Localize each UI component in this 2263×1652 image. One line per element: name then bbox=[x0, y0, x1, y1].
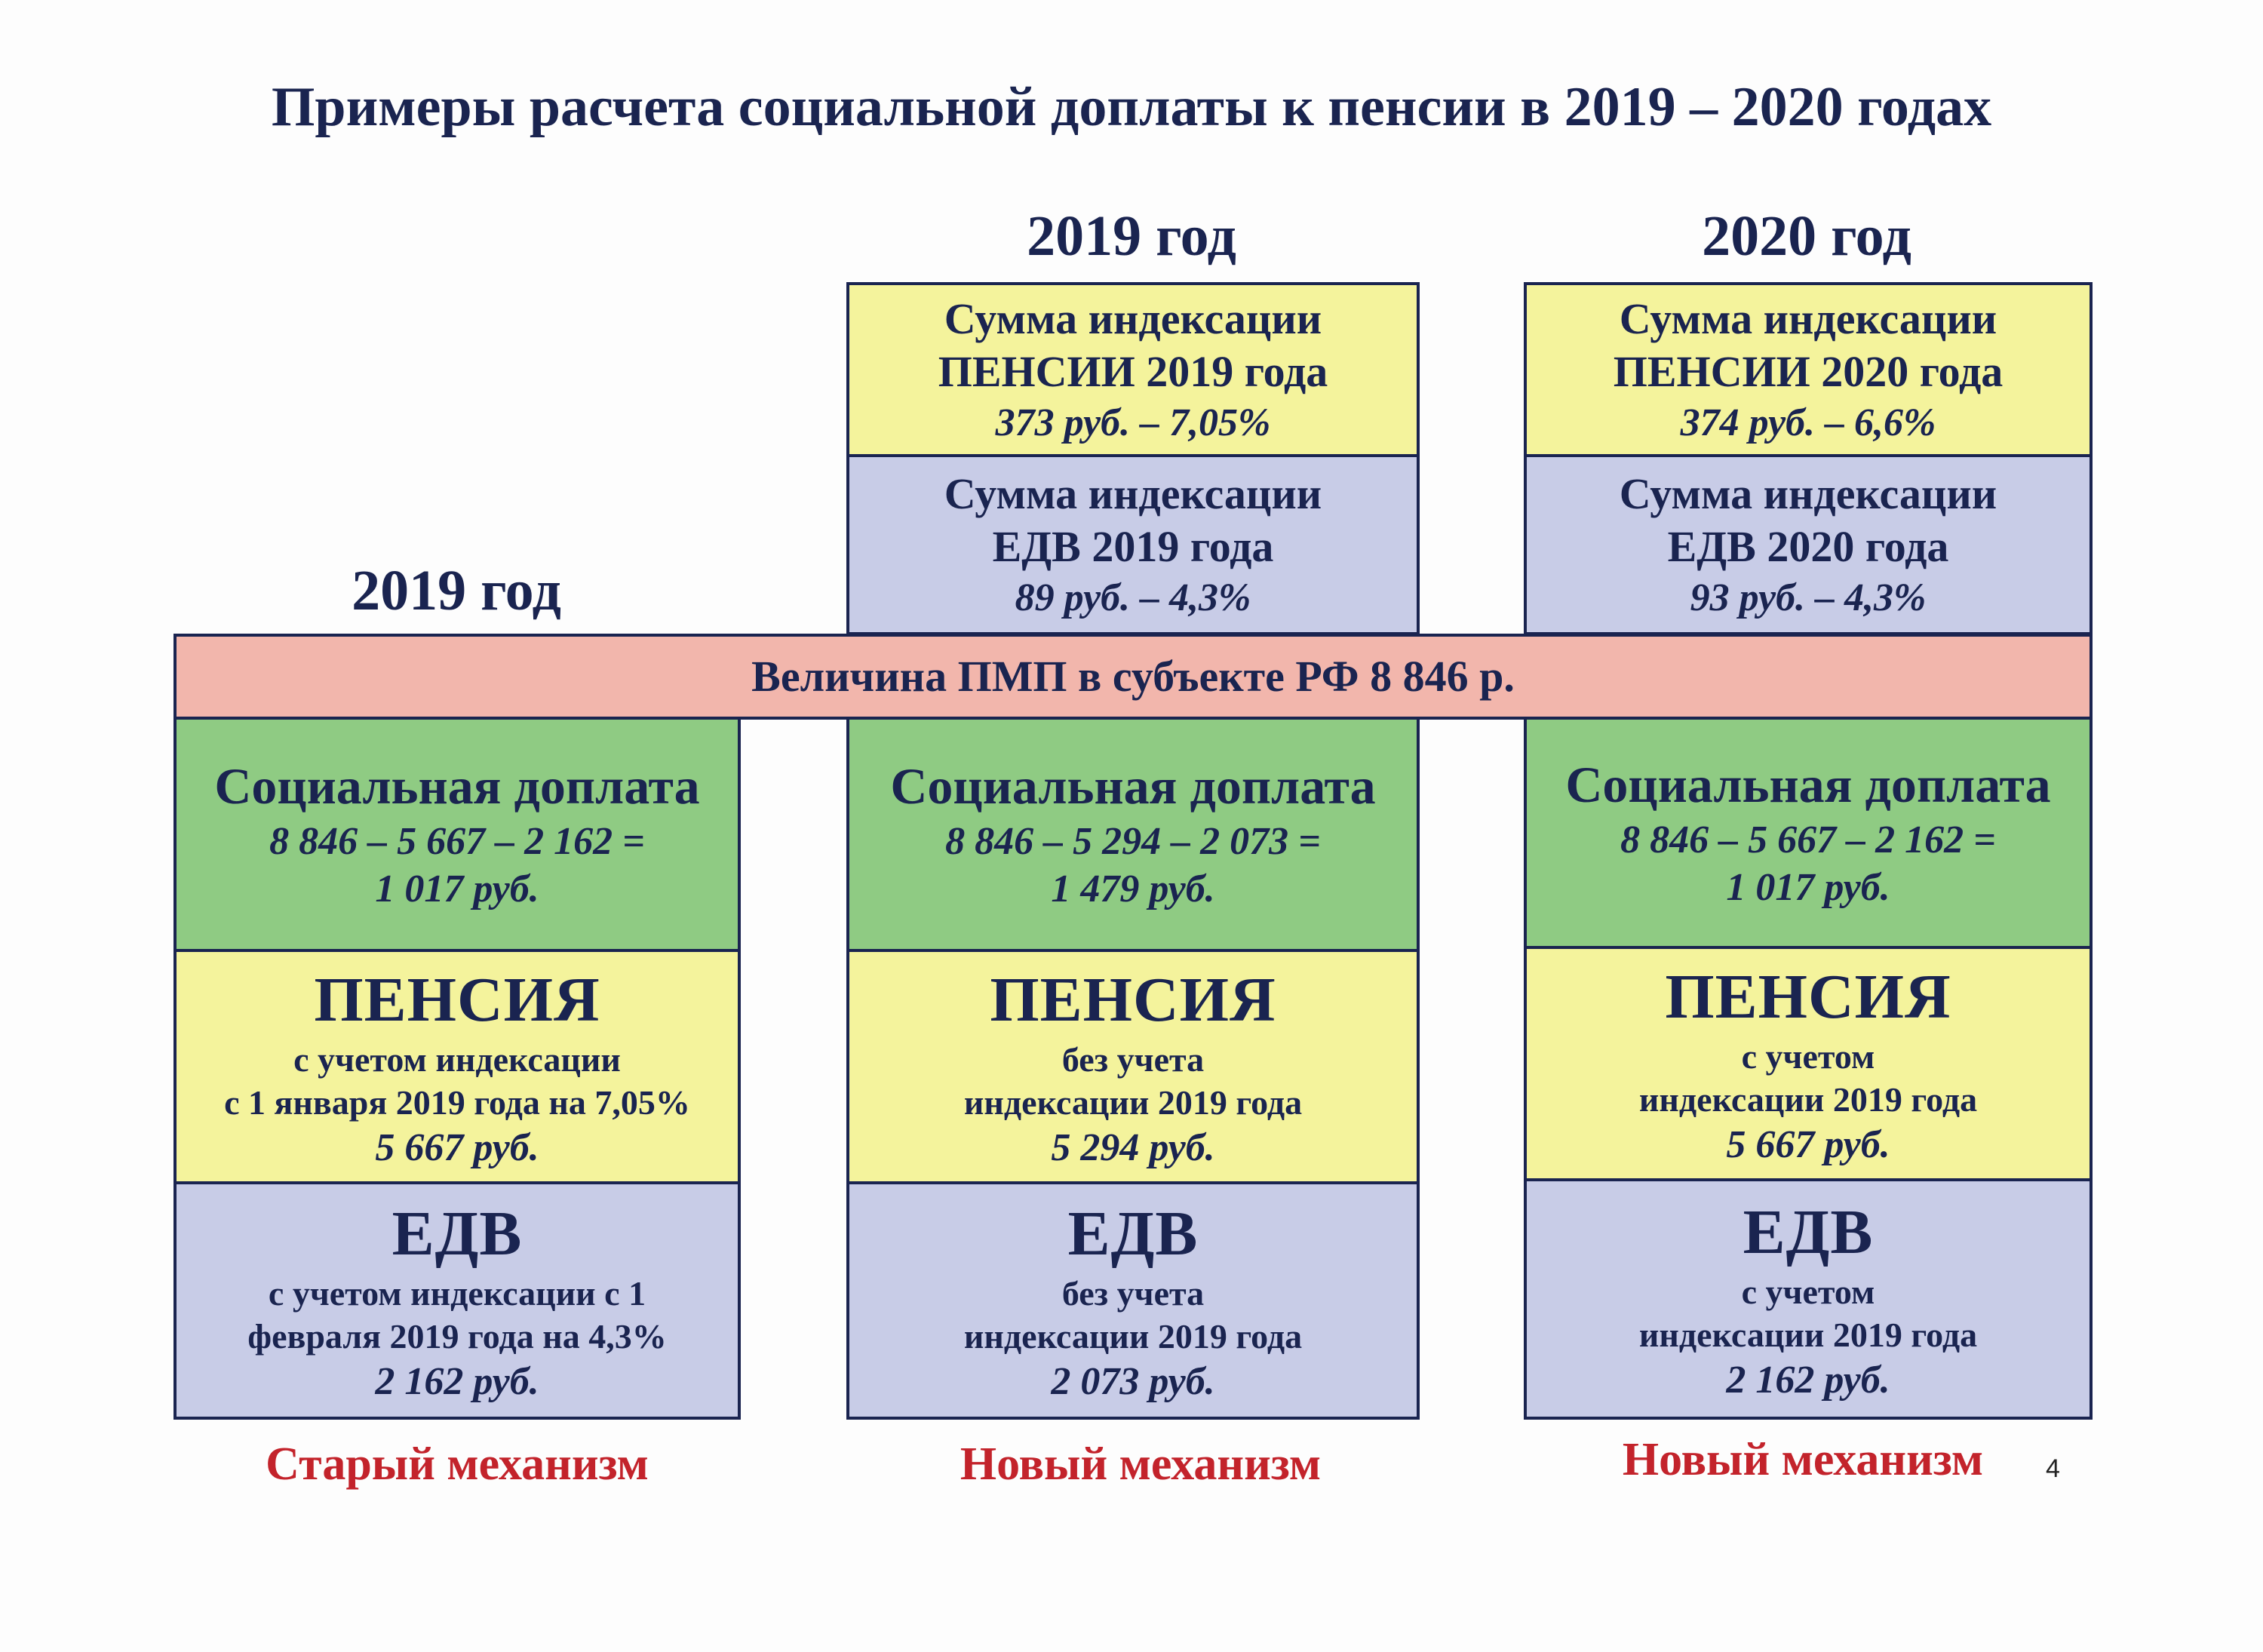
edv-note-line2: индексации 2019 года bbox=[1638, 1315, 1978, 1354]
social-supplement-formula: 8 846 – 5 294 – 2 073 = bbox=[945, 820, 1321, 864]
social-supplement-title: Социальная доплата bbox=[1565, 756, 2051, 814]
indexation-amount: 93 руб. – 4,3% bbox=[1690, 576, 1927, 620]
social-supplement-result: 1 017 руб. bbox=[1726, 866, 1890, 910]
year-header-col2: 2019 год bbox=[1027, 204, 1236, 268]
edv-note-line2: индексации 2019 года bbox=[963, 1316, 1303, 1356]
pension-note-line1: с учетом bbox=[1741, 1037, 1875, 1076]
indexation-subject: ЕДВ 2020 года bbox=[1667, 522, 1949, 572]
indexation-amount: 374 руб. – 6,6% bbox=[1680, 401, 1936, 445]
indexation-subject: ПЕНСИИ 2019 года bbox=[938, 347, 1328, 397]
edv-box-col3 bbox=[1524, 1178, 2093, 1420]
social-supplement-box-col1 bbox=[173, 717, 741, 952]
pmp-banner bbox=[173, 634, 2093, 720]
social-supplement-result: 1 479 руб. bbox=[1051, 867, 1215, 911]
indexation-pension-box-col2 bbox=[846, 282, 1420, 457]
pension-title: ПЕНСИЯ bbox=[990, 964, 1276, 1035]
indexation-amount: 373 руб. – 7,05% bbox=[995, 401, 1271, 445]
pension-amount: 5 294 руб. bbox=[1051, 1125, 1215, 1169]
edv-note-line2: февраля 2019 года на 4,3% bbox=[247, 1316, 667, 1356]
edv-amount: 2 162 руб. bbox=[1726, 1358, 1890, 1402]
pension-box-col1 bbox=[173, 949, 741, 1184]
pension-note-line2: индексации 2019 года bbox=[963, 1082, 1303, 1122]
pension-title: ПЕНСИЯ bbox=[1665, 961, 1951, 1032]
year-header-col1: 2019 год bbox=[352, 559, 561, 622]
page-title: Примеры расчета социальной доплаты к пенсии в 2019 – 2020 годах bbox=[271, 76, 1992, 138]
indexation-amount: 89 руб. – 4,3% bbox=[1015, 576, 1251, 620]
edv-note-line1: с учетом bbox=[1741, 1273, 1875, 1312]
pension-note-line1: с учетом индексации bbox=[293, 1040, 621, 1079]
pension-note-line1: без учета bbox=[1061, 1040, 1205, 1079]
edv-note-line1: с учетом индексации с 1 bbox=[268, 1274, 646, 1313]
mechanism-caption-col3: Новый механизм bbox=[1622, 1434, 1984, 1485]
pension-box-col2 bbox=[846, 949, 1420, 1184]
edv-title: ЕДВ bbox=[1743, 1196, 1874, 1267]
indexation-label: Сумма индексации bbox=[944, 468, 1322, 518]
pension-amount: 5 667 руб. bbox=[1726, 1122, 1890, 1166]
edv-note-line1: без учета bbox=[1061, 1274, 1205, 1313]
indexation-edv-box-col2 bbox=[846, 454, 1420, 635]
mechanism-caption-col1: Старый механизм bbox=[266, 1439, 649, 1490]
social-supplement-box-col2 bbox=[846, 717, 1420, 952]
social-supplement-title: Социальная доплата bbox=[214, 757, 700, 815]
pension-title: ПЕНСИЯ bbox=[314, 964, 600, 1035]
indexation-label: Сумма индексации bbox=[1619, 293, 1997, 343]
edv-box-col2 bbox=[846, 1181, 1420, 1420]
edv-box-col1 bbox=[173, 1181, 741, 1420]
indexation-edv-box-col3 bbox=[1524, 454, 2093, 635]
indexation-label: Сумма индексации bbox=[1619, 468, 1997, 518]
year-header-col3: 2020 год bbox=[1702, 204, 1911, 268]
social-supplement-title: Социальная доплата bbox=[890, 757, 1376, 815]
social-supplement-formula: 8 846 – 5 667 – 2 162 = bbox=[269, 820, 645, 864]
indexation-subject: ПЕНСИИ 2020 года bbox=[1613, 347, 2004, 397]
pension-note-line2: индексации 2019 года bbox=[1638, 1079, 1978, 1119]
social-supplement-formula: 8 846 – 5 667 – 2 162 = bbox=[1620, 818, 1996, 862]
edv-title: ЕДВ bbox=[1067, 1198, 1199, 1269]
edv-title: ЕДВ bbox=[391, 1198, 523, 1269]
pension-box-col3 bbox=[1524, 946, 2093, 1181]
mechanism-caption-col2: Новый механизм bbox=[960, 1439, 1322, 1490]
pension-amount: 5 667 руб. bbox=[375, 1125, 539, 1169]
social-supplement-box-col3 bbox=[1524, 717, 2093, 949]
edv-amount: 2 073 руб. bbox=[1051, 1359, 1215, 1403]
social-supplement-result: 1 017 руб. bbox=[375, 867, 539, 911]
edv-amount: 2 162 руб. bbox=[375, 1359, 539, 1403]
page-number: 4 bbox=[2046, 1454, 2060, 1483]
indexation-subject: ЕДВ 2019 года bbox=[992, 522, 1274, 572]
pension-note-line2: с 1 января 2019 года на 7,05% bbox=[224, 1082, 690, 1122]
indexation-pension-box-col3 bbox=[1524, 282, 2093, 457]
pmp-banner-text: Величина ПМП в субъекте РФ 8 846 р. bbox=[751, 651, 1515, 701]
indexation-label: Сумма индексации bbox=[944, 293, 1322, 343]
